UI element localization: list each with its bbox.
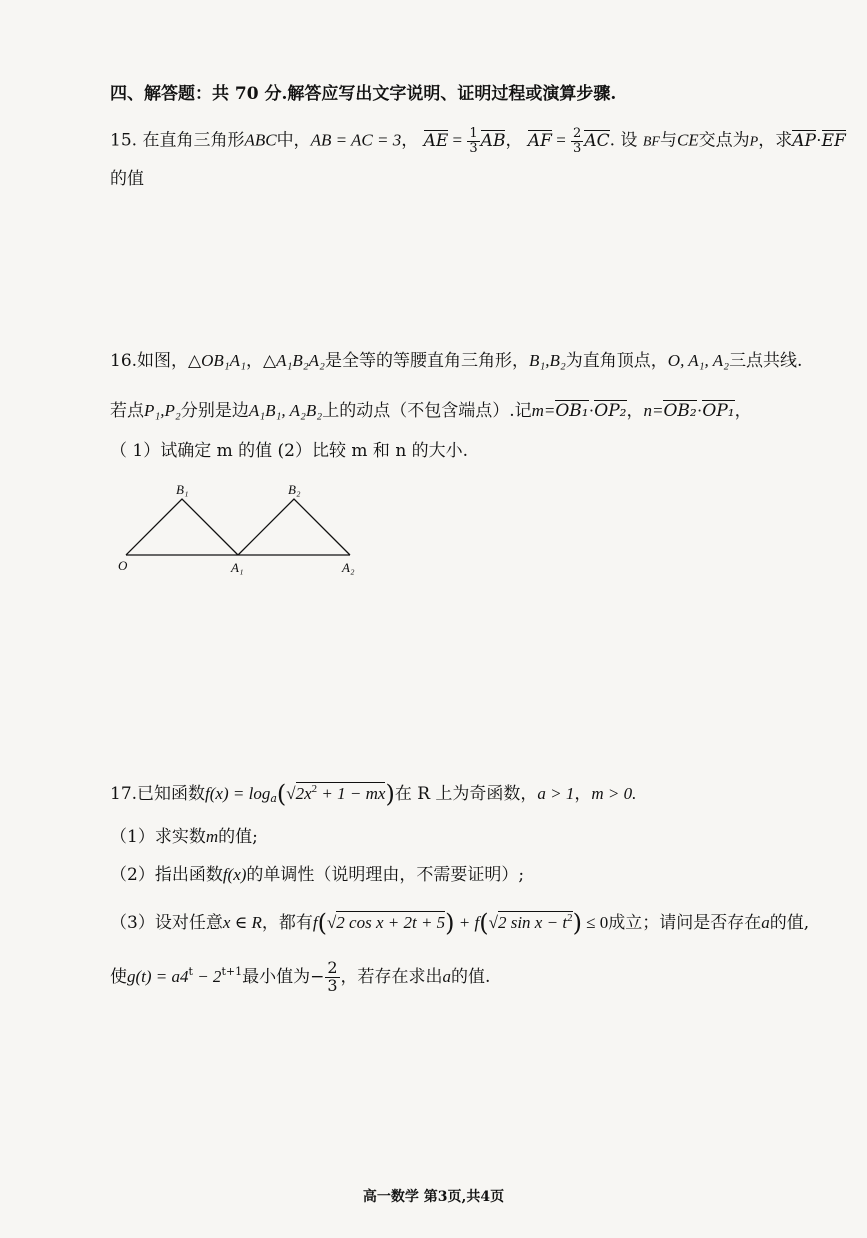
triangle-a1b2a2 — [238, 499, 350, 555]
vector-ap: AP — [792, 130, 816, 151]
q17-part4: 使$g(t) = a4^t - 2^{t+1}$最小值为− $\frac{2}{3}$ ，若存在求出a的值. — [110, 958, 491, 995]
triangle-ob1a1 — [126, 499, 238, 555]
label-a1: A₁ — [231, 560, 244, 575]
vector-op1: OP₁ — [702, 401, 735, 421]
triangles-figure — [110, 478, 370, 578]
fraction-two-thirds: $\frac{2}{3}$ — [573, 126, 582, 156]
vector-ab: AB — [480, 130, 506, 151]
q16-line2: 若点P₁,P₂分别是边A₁B₁, A₂B₂上的动点（不包含端点）.记m=OB₁·OP₂，n=OB₂·OP₁， — [110, 401, 752, 421]
q16-line3: （ 1）试确定 m 的值 (2）比较 m 和 n 的大小. — [110, 441, 469, 461]
vector-op2: OP₂ — [594, 401, 627, 421]
section-heading: 四、解答题：共 70 分.解答应写出文字说明、证明过程或演算步骤. — [110, 84, 617, 104]
label-b1: B₁ — [176, 482, 189, 497]
label-o: O — [118, 558, 128, 573]
fraction-two-thirds-min: $\frac{2}{3}$ — [327, 958, 338, 995]
page-footer: 高一数学 第3页,共4页 — [362, 1189, 505, 1205]
vector-ob2: OB₂ — [663, 401, 697, 421]
q17-line1: 17.已知函数$f(x) = \log_a(√2x^2 + 1 - mx)$在 R 上为奇函数，a > 1，m > 0. — [110, 780, 637, 808]
q15-line2: 的值 — [110, 169, 144, 189]
q16-line1: 16.如图，△OB₁A₁，△A₁B₂A₂是全等的等腰直角三角形，B₁,B₂为直角顶点，O, A₁, A₂三点共线. — [110, 351, 803, 371]
q17-part2: （2）指出函数f(x)的单调性（说明理由，不需要证明）; — [110, 865, 525, 885]
vector-ef: EF — [821, 130, 846, 151]
fraction-one-third: $\frac{1}{3}$ — [469, 126, 478, 156]
vector-ac: AC — [584, 130, 610, 151]
vector-ob1: OB₁ — [555, 401, 589, 421]
label-b2: B₂ — [288, 482, 301, 497]
q17-part1: （1）求实数m的值; — [110, 827, 258, 847]
q17-part3: （3）设对任意x ∈ R，都有f(√2 cos x + 2t + 5) + f(√2 $\sin x - t^2) \le 0$成立；请问是否存在a的值, — [110, 909, 810, 937]
vector-af: AF — [527, 130, 552, 151]
q15-line1: 15. 在直角三角形ABC中，AB = AC = 3， AE = $\frac{1}{3}$ AB， AF = $\frac{2}{3}$ AC. 设 BF与CE交点为P，求AP·EF — [110, 126, 846, 156]
label-a2: A₂ — [342, 560, 355, 575]
vector-ae: AE — [423, 130, 449, 151]
